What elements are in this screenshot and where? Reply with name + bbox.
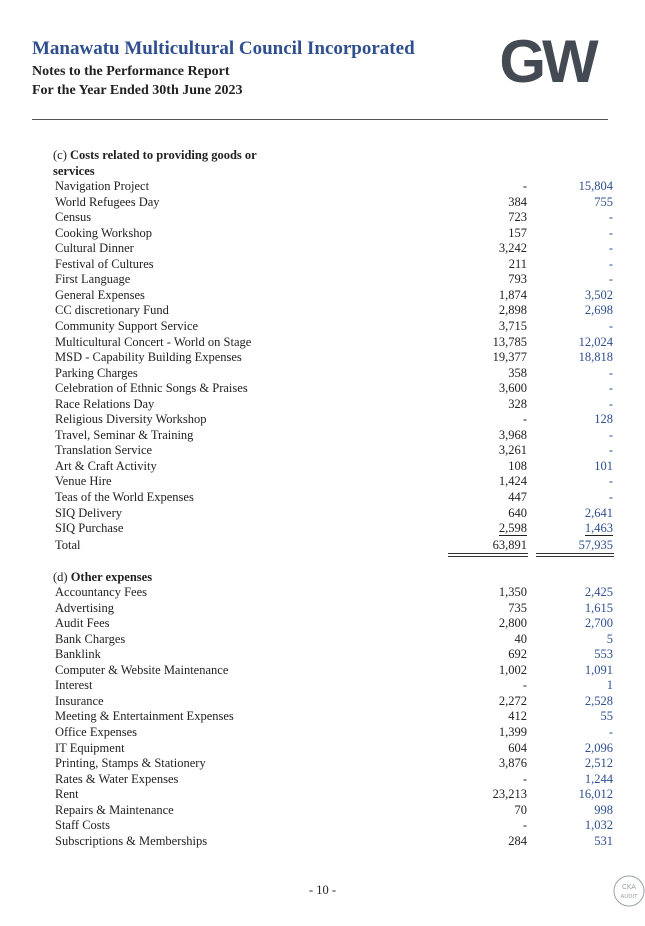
amount-2023 [447, 677, 527, 693]
amount-2022 [533, 178, 613, 194]
amount-2022-value: - [608, 381, 613, 395]
table-row [0, 380, 645, 396]
row-label: Art & Craft Activity [55, 459, 157, 473]
amount-2023-value: 19,377 [492, 350, 527, 364]
amount-2023-value: 1,424 [498, 474, 527, 488]
table-row [0, 442, 645, 458]
amount-2022 [533, 334, 613, 350]
amount-2022-value: 1 [606, 678, 613, 692]
amount-2023 [447, 724, 527, 740]
amount-2022-value: 553 [594, 647, 613, 661]
row-label: Repairs & Maintenance [55, 803, 174, 817]
table-row [0, 473, 645, 489]
table-row [0, 411, 645, 427]
amount-2023 [447, 411, 527, 427]
amount-2023-value: 447 [508, 490, 527, 504]
amount-2022-value: 101 [594, 459, 613, 473]
amount-2022 [533, 271, 613, 287]
amount-2022 [533, 411, 613, 427]
table-row [0, 520, 645, 536]
amount-2023-value: 604 [508, 741, 527, 755]
amount-2023 [447, 817, 527, 833]
amount-2023-value: 211 [508, 257, 527, 271]
amount-2022 [533, 505, 613, 521]
amount-2022-value: 57,935 [578, 538, 613, 552]
row-label: Celebration of Ethnic Songs & Praises [55, 381, 248, 395]
row-label: Parking Charges [55, 366, 138, 380]
amount-2022-value: - [608, 226, 613, 240]
amount-2022-value: 2,700 [584, 616, 613, 630]
amount-2022-value: 15,804 [578, 179, 613, 193]
amount-2023-value: 1,002 [498, 663, 527, 677]
amount-2023 [447, 662, 527, 678]
amount-2023-value: 63,891 [492, 538, 527, 552]
amount-2022-value: 531 [594, 834, 613, 848]
amount-2022-value: 2,425 [584, 585, 613, 599]
amount-2022 [533, 600, 613, 616]
row-label: Festival of Cultures [55, 257, 154, 271]
amount-2023 [447, 396, 527, 412]
amount-2023 [447, 287, 527, 303]
amount-2023 [447, 489, 527, 505]
table-row [0, 194, 645, 210]
amount-2022-value: 2,641 [584, 506, 613, 520]
amount-2023 [447, 240, 527, 256]
amount-2023 [447, 334, 527, 350]
amount-2023-value: 692 [508, 647, 527, 661]
amount-2023 [447, 520, 527, 536]
amount-2023-value: 3,242 [498, 241, 527, 255]
amount-2023-value: 358 [508, 366, 527, 380]
table-row [0, 334, 645, 350]
section-d-title: Other expenses [70, 570, 153, 584]
amount-2022 [533, 802, 613, 818]
amount-2023 [447, 178, 527, 194]
amount-2022 [533, 755, 613, 771]
table-row [0, 178, 645, 194]
amount-2023-value: 412 [508, 709, 527, 723]
row-label: Interest [55, 678, 93, 692]
amount-2022-value: 1,463 [584, 521, 613, 535]
amount-2023-value: 3,261 [498, 443, 527, 457]
table-row [0, 365, 645, 381]
amount-2023-value: 2,272 [498, 694, 527, 708]
row-label: World Refugees Day [55, 195, 160, 209]
amount-2023-value: 157 [508, 226, 527, 240]
amount-2022 [533, 318, 613, 334]
table-row [0, 537, 645, 553]
amount-2022 [533, 287, 613, 303]
amount-2023 [447, 380, 527, 396]
table-row [0, 771, 645, 787]
row-label: Race Relations Day [55, 397, 155, 411]
amount-2023 [447, 584, 527, 600]
table-row [0, 584, 645, 600]
amount-2023 [447, 693, 527, 709]
amount-2022 [533, 240, 613, 256]
amount-2023 [447, 833, 527, 849]
row-label: Venue Hire [55, 474, 112, 488]
table-row [0, 427, 645, 443]
amount-2023 [447, 631, 527, 647]
row-label: Religious Diversity Workshop [55, 412, 207, 426]
table-row [0, 693, 645, 709]
audit-stamp [612, 874, 645, 908]
amount-2023-value: 3,876 [498, 756, 527, 770]
row-label: SIQ Purchase [55, 521, 124, 535]
amount-2023 [447, 427, 527, 443]
amount-2022 [533, 489, 613, 505]
amount-2023 [447, 442, 527, 458]
amount-2022-value: 755 [594, 195, 613, 209]
amount-2022 [533, 380, 613, 396]
amount-2022-value: 3,502 [584, 288, 613, 302]
amount-2022 [533, 458, 613, 474]
total-double-underline [448, 553, 528, 554]
amount-2022-value: - [608, 210, 613, 224]
amount-2023 [447, 505, 527, 521]
amount-2023-value: 723 [508, 210, 527, 224]
amount-2022-value: - [608, 319, 613, 333]
amount-2023-value: - [522, 412, 527, 426]
table-row [0, 271, 645, 287]
row-label: Translation Service [55, 443, 153, 457]
amount-2023 [447, 302, 527, 318]
amount-2023-value: 70 [514, 803, 527, 817]
row-label: SIQ Delivery [55, 506, 122, 520]
svg-text:GW: GW [499, 30, 595, 90]
amount-2022 [533, 584, 613, 600]
amount-2022 [533, 693, 613, 709]
amount-2023-value: 13,785 [492, 335, 527, 349]
report-subtitle: Notes to the Performance Report [32, 64, 230, 79]
row-label: Staff Costs [55, 818, 110, 832]
row-label: Cultural Dinner [55, 241, 134, 255]
row-label: Teas of the World Expenses [55, 490, 194, 504]
amount-2022 [533, 662, 613, 678]
amount-2023-value: 23,213 [492, 787, 527, 801]
row-label: Advertising [55, 601, 115, 615]
row-label: Banklink [55, 647, 101, 661]
amount-2023-value: 284 [508, 834, 527, 848]
amount-2023 [447, 802, 527, 818]
amount-2022-value: - [608, 272, 613, 286]
row-label: MSD - Capability Building Expenses [55, 350, 242, 364]
amount-2022-value: 998 [594, 803, 613, 817]
table-row [0, 786, 645, 802]
amount-2023 [447, 318, 527, 334]
amount-2023 [447, 771, 527, 787]
amount-2022 [533, 209, 613, 225]
table-row [0, 817, 645, 833]
amount-2022-value: 5 [606, 632, 613, 646]
amount-2023 [447, 755, 527, 771]
amount-2023-value: 1,874 [498, 288, 527, 302]
row-label: Rent [55, 787, 79, 801]
amount-2023 [447, 537, 527, 553]
total-double-underline [536, 556, 614, 557]
table-row [0, 318, 645, 334]
amount-2023-value: 1,399 [498, 725, 527, 739]
total-double-underline [536, 553, 614, 554]
row-label: CC discretionary Fund [55, 303, 169, 317]
row-label: Accountancy Fees [55, 585, 147, 599]
amount-2022-value: 2,096 [584, 741, 613, 755]
amount-2022 [533, 615, 613, 631]
amount-2023-value: 735 [508, 601, 527, 615]
amount-2022-value: 2,512 [584, 756, 613, 770]
amount-2022 [533, 225, 613, 241]
table-row [0, 240, 645, 256]
table-row [0, 724, 645, 740]
amount-2022 [533, 473, 613, 489]
amount-2023 [447, 349, 527, 365]
amount-2023 [447, 615, 527, 631]
amount-2022 [533, 256, 613, 272]
row-label: General Expenses [55, 288, 145, 302]
amount-2023 [447, 740, 527, 756]
row-label: Total [55, 538, 81, 552]
amount-2022-value: - [608, 257, 613, 271]
amount-2022 [533, 302, 613, 318]
amount-2022-value: - [608, 725, 613, 739]
amount-2022-value: - [608, 241, 613, 255]
amount-2023-value: - [522, 772, 527, 786]
row-label: Community Support Service [55, 319, 199, 333]
table-row [0, 287, 645, 303]
table-row [0, 505, 645, 521]
section-c-title: Costs related to providing goods or services [53, 148, 257, 178]
amount-2022 [533, 646, 613, 662]
amount-2023 [447, 786, 527, 802]
amount-2022 [533, 537, 613, 553]
amount-2023-value: 2,598 [498, 521, 527, 535]
amount-2022 [533, 520, 613, 536]
amount-2022 [533, 817, 613, 833]
table-row [0, 677, 645, 693]
section-d-heading [53, 569, 293, 585]
amount-2022-value: - [608, 474, 613, 488]
amount-2022 [533, 786, 613, 802]
row-label: Census [55, 210, 92, 224]
amount-2022 [533, 194, 613, 210]
row-label: Multicultural Concert - World on Stage [55, 335, 252, 349]
amount-2023 [447, 194, 527, 210]
section-c-prefix: (c) [53, 148, 67, 162]
amount-2022 [533, 724, 613, 740]
table-row [0, 209, 645, 225]
amount-2022-value: - [608, 366, 613, 380]
table-row [0, 225, 645, 241]
amount-2023 [447, 225, 527, 241]
amount-2022 [533, 396, 613, 412]
table-row [0, 802, 645, 818]
row-label: Computer & Website Maintenance [55, 663, 229, 677]
table-row [0, 833, 645, 849]
amount-2022 [533, 631, 613, 647]
amount-2022 [533, 833, 613, 849]
row-label: Navigation Project [55, 179, 150, 193]
amount-2022 [533, 442, 613, 458]
row-label: Subscriptions & Memberships [55, 834, 208, 848]
table-row [0, 458, 645, 474]
amount-2023-value: 3,715 [498, 319, 527, 333]
amount-2023 [447, 708, 527, 724]
row-label: Insurance [55, 694, 104, 708]
amount-2022 [533, 677, 613, 693]
amount-2023 [447, 473, 527, 489]
table-row [0, 631, 645, 647]
amount-2022-value: 55 [600, 709, 613, 723]
amount-2023-value: 2,898 [498, 303, 527, 317]
table-row [0, 302, 645, 318]
header-divider [32, 119, 608, 120]
amount-2023 [447, 209, 527, 225]
total-double-underline [448, 556, 528, 557]
section-c-heading [53, 147, 293, 179]
amount-2023-value: 3,600 [498, 381, 527, 395]
amount-2023-value: - [522, 179, 527, 193]
amount-2022-value: 1,091 [584, 663, 613, 677]
row-label: Office Expenses [55, 725, 138, 739]
amount-2022-value: 16,012 [578, 787, 613, 801]
page-number: - 10 - [308, 883, 337, 897]
table-row [0, 646, 645, 662]
amount-2022 [533, 771, 613, 787]
amount-2023 [447, 458, 527, 474]
table-row [0, 740, 645, 756]
gw-logo [492, 30, 602, 90]
amount-2023 [447, 271, 527, 287]
row-label: Audit Fees [55, 616, 110, 630]
table-row [0, 662, 645, 678]
table-row [0, 489, 645, 505]
report-period: For the Year Ended 30th June 2023 [32, 83, 243, 98]
amount-2022-value: 2,698 [584, 303, 613, 317]
organisation-title: Manawatu Multicultural Council Incorporated [32, 38, 415, 59]
amount-2022 [533, 740, 613, 756]
amount-2023-value: 384 [508, 195, 527, 209]
table-row [0, 349, 645, 365]
amount-2022-value: 12,024 [578, 335, 613, 349]
amount-2023-value: 328 [508, 397, 527, 411]
amount-2023-value: 3,968 [498, 428, 527, 442]
row-label: First Language [55, 272, 131, 286]
row-label: Cooking Workshop [55, 226, 153, 240]
amount-2022 [533, 365, 613, 381]
amount-2022-value: 1,615 [584, 601, 613, 615]
amount-2023-value: 108 [508, 459, 527, 473]
amount-2022-value: 1,032 [584, 818, 613, 832]
table-row [0, 615, 645, 631]
amount-2022-value: - [608, 397, 613, 411]
amount-2023-value: - [522, 678, 527, 692]
amount-2023 [447, 256, 527, 272]
amount-2022-value: 128 [594, 412, 613, 426]
amount-2023 [447, 646, 527, 662]
amount-2023-value: 1,350 [498, 585, 527, 599]
row-label: Printing, Stamps & Stationery [55, 756, 206, 770]
svg-text:AUDIT: AUDIT [620, 894, 638, 900]
table-row [0, 708, 645, 724]
table-row [0, 396, 645, 412]
amount-2023 [447, 600, 527, 616]
amount-2022 [533, 708, 613, 724]
table-row [0, 256, 645, 272]
amount-2023-value: 40 [514, 632, 527, 646]
svg-text:CKA: CKA [621, 883, 637, 891]
amount-2023-value: 2,800 [498, 616, 527, 630]
amount-2023-value: 640 [508, 506, 527, 520]
row-label: IT Equipment [55, 741, 125, 755]
row-label: Rates & Water Expenses [55, 772, 179, 786]
section-d-prefix: (d) [53, 570, 68, 584]
row-label: Meeting & Entertainment Expenses [55, 709, 234, 723]
amount-2022-value: - [608, 443, 613, 457]
row-label: Travel, Seminar & Training [55, 428, 194, 442]
amount-2022-value: 18,818 [578, 350, 613, 364]
table-row [0, 600, 645, 616]
row-label: Bank Charges [55, 632, 126, 646]
amount-2023-value: 793 [508, 272, 527, 286]
amount-2022 [533, 349, 613, 365]
amount-2023-value: - [522, 818, 527, 832]
amount-2023 [447, 365, 527, 381]
amount-2022-value: 2,528 [584, 694, 613, 708]
amount-2022-value: 1,244 [584, 772, 613, 786]
amount-2022-value: - [608, 428, 613, 442]
table-row [0, 755, 645, 771]
amount-2022-value: - [608, 490, 613, 504]
amount-2022 [533, 427, 613, 443]
